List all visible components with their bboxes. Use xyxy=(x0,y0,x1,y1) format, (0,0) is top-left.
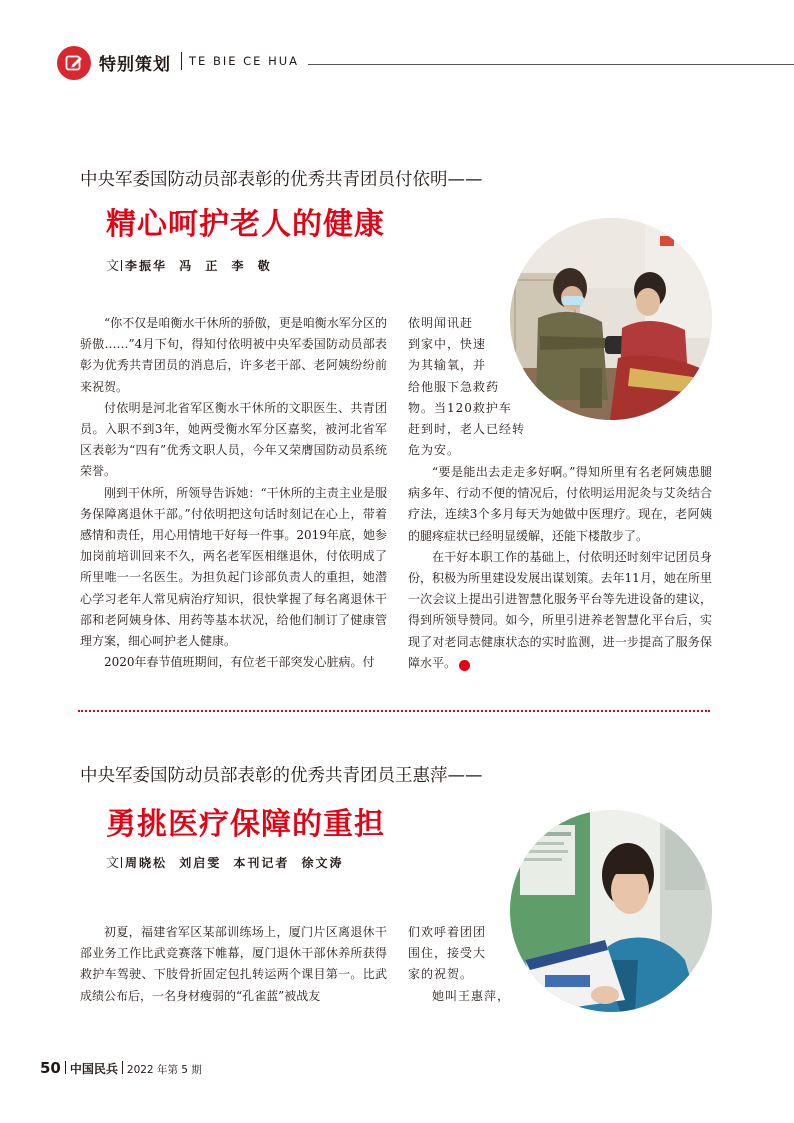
section-title: 特别策划 xyxy=(99,55,171,75)
wrap-line: 她叫王惠萍， xyxy=(432,988,511,1003)
wrap-line: 们欢呼着团团 xyxy=(408,925,487,939)
article2-kicker: 中央军委国防动员部表彰的优秀共青团员王惠萍—— xyxy=(80,766,483,786)
byline-authors: 李振华 冯 正 李 敬 xyxy=(125,259,272,273)
paragraph: “要是能出去走走多好啊。”得知所里有名老阿姨患腿病多年、行动不便的情况后，付依明运用泥灸与艾灸结合疗法，连续3个多月每天为她做中医理疗。现在，老阿姨的腿疼症状已经明显缓解，还能下楼散步了。 xyxy=(408,465,712,543)
byline-prefix: 文 xyxy=(106,856,120,871)
article1-byline xyxy=(106,255,272,274)
section-badge xyxy=(57,46,91,80)
article2-left-column xyxy=(80,922,387,1007)
article1-wrap-text xyxy=(408,313,525,461)
magazine-name: 中国民兵 xyxy=(69,1062,118,1076)
paragraph: 刚到干休所，所领导告诉她：“干休所的主责主业是服务保障离退休干部。”付依明把这句话时刻记在心上，带着感情和责任，用心用情地干好每一件事。2019年底，她参加岗前培训回来不久，两名老军医相继退休，付依明成了所里唯一一名医生。为担负起门诊部负责人的重担，她潜心学习老年人常见病治疗知识，很快掌握了每名离退休干部和老阿姨身体、用药等基本状况，给他们制订了健康管理方案，细心呵护老人健康。 xyxy=(80,485,387,649)
end-mark-icon: 兵 xyxy=(459,660,470,671)
wrap-line: 家的祝贺。 xyxy=(408,967,474,982)
header-divider xyxy=(181,52,182,70)
edit-pen-icon xyxy=(64,53,84,73)
page-footer xyxy=(40,1058,202,1077)
article2-headline: 勇挑医疗保障的重担 xyxy=(106,807,385,842)
article1-headline: 精心呵护老人的健康 xyxy=(106,207,385,242)
article2-wrap-text xyxy=(408,922,510,1007)
byline-prefix: 文 xyxy=(106,259,120,274)
issue-label: 2022 年第 5 期 xyxy=(126,1064,202,1076)
wrap-line: 物。当120救护车 xyxy=(408,400,512,415)
paragraph: 2020年春节值班期间，有位老干部突发心脏病。付 xyxy=(104,655,375,670)
article1-right-column xyxy=(408,462,712,674)
wrap-line: 到家中，快速 xyxy=(408,337,487,352)
wrap-line: 为其输氧，并 xyxy=(408,358,487,373)
paragraph: “你不仅是咱衡水干休所的骄傲，更是咱衡水军分区的骄傲……”4月下旬，得知付依明被中央军委国防动员部表彰为优秀共青团员的消息后，许多老干部、老阿姨纷纷前来祝贺。 xyxy=(80,316,387,394)
wrap-line: 给他服下急救药 xyxy=(408,379,500,394)
paragraph-text: 在干好本职工作的基础上，付依明还时刻牢记团员身份，积极为所里建设发展出谋划策。去年11月，她在所里一次会议上提出引进智慧化服务平台等先进设备的建议，得到所领导赞同。如今，所里引进养老智慧化平台后，实现了对老同志健康状态的实时监测，进一步提高了服务保障水平。 xyxy=(408,549,712,670)
paragraph: 付依明是河北省军区衡水干休所的文职医生、共青团员。入职不到3年，她两受衡水军分区嘉奖，被河北省军区表彰为“四有”优秀文职人员，今年又荣膺国防动员系统荣誉。 xyxy=(80,400,387,479)
wrap-line: 围住，接受大 xyxy=(408,946,487,961)
paragraph: 初夏，福建省军区某部训练场上，厦门片区离退休干部业务工作比武竞赛落下帷幕，厦门退休干部休养所获得救护车驾驶、下肢骨折固定包扎转运两个课目第一。比武成绩公布后，一名身材瘦弱的“孔雀蓝”被战友 xyxy=(80,925,387,1003)
article1-kicker: 中央军委国防动员部表彰的优秀共青团员付依明—— xyxy=(80,170,483,190)
wrap-line: 赶到时，老人已经转 xyxy=(408,422,526,437)
byline-authors: 周晓松 刘启雯 本刊记者 徐文涛 xyxy=(125,856,344,870)
article1-photo xyxy=(510,218,712,420)
paragraph xyxy=(408,547,712,674)
wrap-line: 危为安。 xyxy=(408,443,461,458)
section-title-en: TE BIE CE HUA xyxy=(189,54,300,68)
article2-photo xyxy=(510,810,712,1012)
header-rule xyxy=(308,64,794,65)
article-divider xyxy=(78,710,710,712)
wrap-line: 依明闻讯赶 xyxy=(408,316,474,330)
page-number: 50 xyxy=(40,1059,61,1077)
article1-left-column xyxy=(80,313,387,673)
article2-byline xyxy=(106,852,344,871)
